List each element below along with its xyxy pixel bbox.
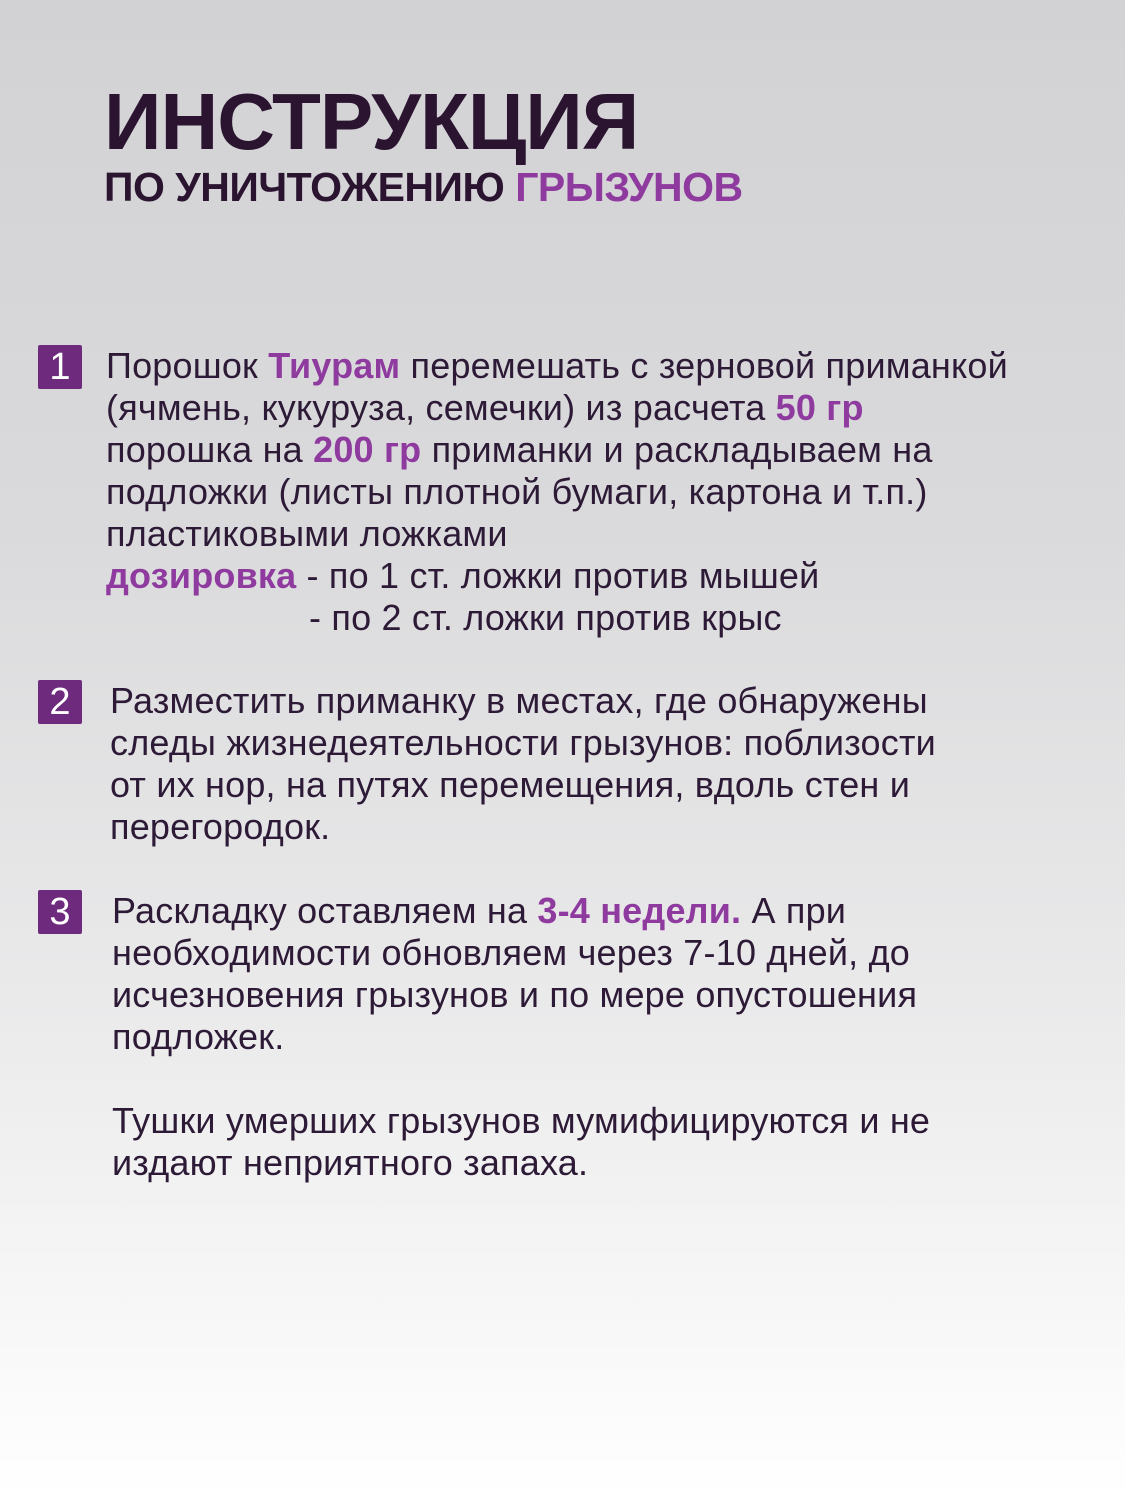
page-subtitle — [104, 164, 743, 210]
subtitle-prefix: ПО УНИЧТОЖЕНИЮ — [104, 164, 505, 210]
text-fragment: А при — [741, 890, 847, 931]
text-line: перегородок. — [110, 806, 331, 847]
text-line — [106, 387, 1008, 429]
text-fragment: перемешать с зерновой приманкой — [400, 345, 1008, 386]
text-fragment: приманки и раскладываем на — [421, 429, 933, 470]
text-fragment: Порошок — [106, 345, 269, 386]
text-line: подложек. — [112, 1016, 285, 1057]
step-number-badge: 3 — [38, 890, 82, 934]
highlight-amount: 50 гр — [775, 387, 864, 428]
text-line: пластиковыми ложками — [106, 513, 508, 554]
text-line: издают неприятного запаха. — [112, 1142, 589, 1183]
step-text — [106, 345, 1008, 639]
text-line: исчезновения грызунов и по мере опустошения — [112, 974, 918, 1015]
dosage-mice: - по 1 ст. ложки против мышей — [296, 555, 820, 596]
dosage-rats: - по 2 ст. ложки против крыс — [309, 597, 782, 638]
dosage-label: дозировка — [106, 555, 297, 596]
closing-note — [112, 1100, 930, 1184]
dosage-line — [106, 555, 1008, 597]
text-line: подложки (листы плотной бумаги, картона и т.п.) — [106, 471, 928, 512]
step-number-badge: 2 — [38, 680, 82, 724]
page-title: ИНСТРУКЦИЯ — [104, 77, 639, 166]
highlight-duration: 3-4 недели. — [537, 890, 742, 931]
highlight-product: Тиурам — [268, 345, 401, 386]
text-line — [112, 890, 917, 932]
step-number-badge: 1 — [38, 345, 82, 389]
text-line — [106, 429, 1008, 471]
text-line: Разместить приманку в местах, где обнаружены — [110, 680, 928, 721]
text-fragment: (ячмень, кукуруза, семечки) из расчета — [106, 387, 776, 428]
highlight-amount: 200 гр — [313, 429, 422, 470]
text-line: следы жизнедеятельности грызунов: поблизости — [110, 722, 936, 763]
text-fragment: порошка на — [106, 429, 314, 470]
step-text — [110, 680, 936, 848]
text-line: Тушки умерших грызунов мумифицируются и не — [112, 1100, 931, 1141]
text-fragment: Раскладку оставляем на — [112, 890, 538, 931]
step-text — [112, 890, 917, 1058]
text-line: от их нор, на путях перемещения, вдоль стен и — [110, 764, 911, 805]
subtitle-accent: ГРЫЗУНОВ — [515, 164, 743, 210]
text-line — [106, 345, 1008, 387]
text-line: необходимости обновляем через 7-10 дней, до — [112, 932, 911, 973]
